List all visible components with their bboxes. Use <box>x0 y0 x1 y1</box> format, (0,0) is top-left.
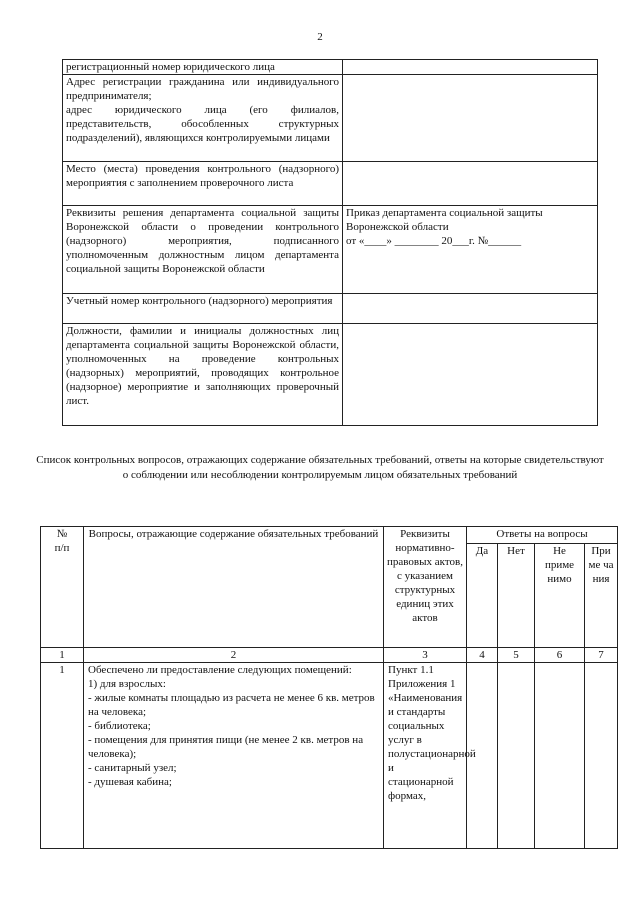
header-yes: Да <box>467 544 498 648</box>
column-number-row <box>41 648 618 663</box>
header-no: Нет <box>498 544 535 648</box>
table-row <box>63 162 598 206</box>
column-number: 4 <box>467 648 498 663</box>
questions-table <box>40 526 618 849</box>
row-value <box>343 294 598 324</box>
header-answers-group: Ответы на вопросы <box>467 527 618 544</box>
section-heading: Список контрольных вопросов, отражающих содержание обязательных требований, ответы на которые свидетельствуют о соблюдении или несоблюдении контролируемым лицом обязательных требований <box>36 454 604 481</box>
row-no <box>498 663 535 849</box>
row-not-applicable <box>535 663 585 849</box>
table-row <box>63 60 598 75</box>
row-label: Учетный номер контрольного (надзорного) мероприятия <box>63 294 343 324</box>
table-row <box>63 294 598 324</box>
table-row <box>41 663 618 849</box>
row-note <box>585 663 618 849</box>
header-num: № п/п <box>41 527 84 648</box>
column-number: 6 <box>535 648 585 663</box>
header-note: При ме ча ния <box>585 544 618 648</box>
row-value <box>343 162 598 206</box>
column-number: 7 <box>585 648 618 663</box>
page-number: 2 <box>317 31 323 43</box>
header-not-applicable: Не приме нимо <box>535 544 585 648</box>
row-value <box>343 60 598 75</box>
table-row <box>63 206 598 294</box>
row-label: Место (места) проведения контрольного (надзорного) мероприятия с заполнением проверочного листа <box>63 162 343 206</box>
row-value <box>343 324 598 426</box>
row-question: Обеспечено ли предоставление следующих помещений: 1) для взрослых: - жилые комнаты площадью из расчета не менее 6 кв. метров на человека; - библиотека; - помещения для принятия пищи (не менее 2 кв. метров на человека); - санитарный узел; - душевая кабина; <box>84 663 384 849</box>
header-question: Вопросы, отражающие содержание обязательных требований <box>84 527 384 648</box>
column-number: 2 <box>84 648 384 663</box>
row-num: 1 <box>41 663 84 849</box>
table-row <box>63 324 598 426</box>
header-row <box>41 527 618 544</box>
table-row <box>63 75 598 162</box>
row-value: Приказ департамента социальной защиты Воронежской области от «____» ________ 20___г. №______ <box>343 206 598 294</box>
header-requisites: Реквизиты нормативно-правовых актов, с указанием структурных единиц этих актов <box>384 527 467 648</box>
row-value <box>343 75 598 162</box>
row-label: Реквизиты решения департамента социальной защиты Воронежской области о проведении контрольного (надзорного) мероприятия, подписанного уполномоченным должностным лицом департамента социальной защиты Воронежской области <box>63 206 343 294</box>
column-number: 3 <box>384 648 467 663</box>
column-number: 1 <box>41 648 84 663</box>
row-requisites: Пункт 1.1 Приложения 1 «Наименования и стандарты социальных услуг в полустационарной и стационарной формах, <box>384 663 467 849</box>
info-table <box>62 59 598 426</box>
row-label: регистрационный номер юридического лица <box>63 60 343 75</box>
row-label: Должности, фамилии и инициалы должностных лиц департамента социальной защиты Воронежской области, уполномоченных на проведение контрольных (надзорных) мероприятий, проводящих контрольное (надзорное) мероприятие и заполняющих проверочный лист. <box>63 324 343 426</box>
row-label: Адрес регистрации гражданина или индивидуального предпринимателя; адрес юридического лица (его филиалов, представительств, обособленных структурных подразделений), являющихся контролируемыми лицами <box>63 75 343 162</box>
column-number: 5 <box>498 648 535 663</box>
